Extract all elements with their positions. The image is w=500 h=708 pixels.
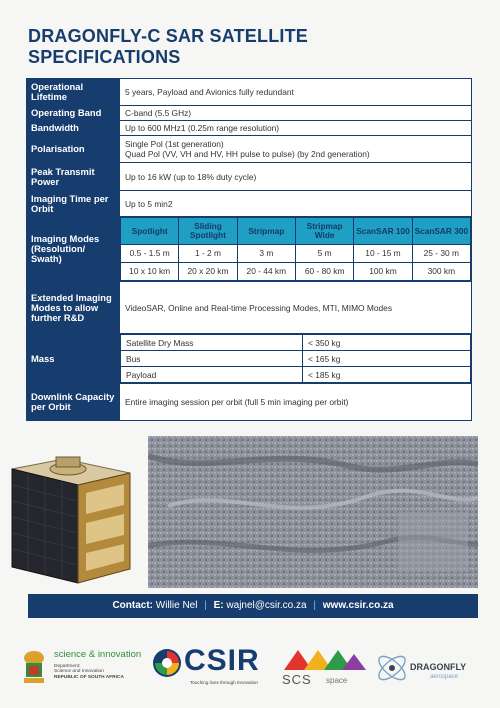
- scs-space-logo: SCS space: [282, 646, 366, 692]
- imaging-modes-cell: [120, 217, 472, 282]
- modes-swath-row: [121, 263, 471, 281]
- imaging-modes-table: [120, 217, 471, 281]
- bandwidth-value: Up to 600 MHz1 (0.25m range resolution): [120, 121, 472, 136]
- contact-bar: Contact: Willie Nel | E: wajnel@csir.co.za | www.csir.co.za: [28, 594, 478, 618]
- mode-header-4: ScanSAR 100: [354, 218, 412, 245]
- mass-item: Satellite Dry Mass: [121, 335, 303, 351]
- mass-item: Bus: [121, 351, 303, 367]
- mass-table: [120, 334, 471, 383]
- mass-row: [121, 351, 471, 367]
- imaging-time-value: Up to 5 min2: [120, 191, 472, 217]
- row-band: [27, 106, 472, 121]
- extended-value: VideoSAR, Online and Real-time Processing Modes, MTI, MIMO Modes: [120, 282, 472, 334]
- dsi-logo: science & innovation Department: Science and Innovation REPUBLIC OF SOUTH AFRICA: [18, 644, 158, 694]
- csir-emblem-icon: [152, 648, 182, 678]
- mode-header-5: ScanSAR 300: [412, 218, 470, 245]
- polarisation-label: Polarisation: [27, 136, 120, 163]
- row-imaging-modes: [27, 217, 472, 282]
- csir-logo: CSIR Touching lives through innovation: [152, 644, 277, 692]
- modes-resolution-row: [121, 245, 471, 263]
- mode-swath-0: 10 x 10 km: [121, 263, 179, 281]
- mass-cell: [120, 334, 472, 384]
- mass-value: < 185 kg: [303, 367, 471, 383]
- row-mass: [27, 334, 472, 384]
- row-extended: [27, 282, 472, 334]
- mass-row: [121, 335, 471, 351]
- row-lifetime: [27, 79, 472, 106]
- contact-name: Willie Nel: [155, 600, 198, 611]
- sar-image: [148, 436, 478, 588]
- lifetime-label: Operational Lifetime: [27, 79, 120, 106]
- mode-header-2: Stripmap: [237, 218, 295, 245]
- row-imaging-time: [27, 191, 472, 217]
- extended-label: Extended Imaging Modes to allow further R&D: [27, 282, 120, 334]
- mode-swath-2: 20 - 44 km: [237, 263, 295, 281]
- mass-row: [121, 367, 471, 383]
- contact-email[interactable]: wajnel@csir.co.za: [226, 600, 307, 611]
- mode-swath-5: 300 km: [412, 263, 470, 281]
- scs-mountains-icon: [282, 646, 366, 672]
- row-bandwidth: [27, 121, 472, 136]
- satellite-illustration: [2, 447, 138, 587]
- mass-value: < 165 kg: [303, 351, 471, 367]
- coat-of-arms-icon: [18, 648, 50, 686]
- mass-label: Mass: [27, 334, 120, 384]
- modes-header-row: [121, 218, 471, 245]
- mode-resolution-1: 1 - 2 m: [179, 245, 237, 263]
- row-polarisation: [27, 136, 472, 163]
- imaging-time-label: Imaging Time per Orbit: [27, 191, 120, 217]
- polarisation-value: Single Pol (1st generation) Quad Pol (VV, VH and HV, HH pulse to pulse) (by 2nd generation): [120, 136, 472, 163]
- mode-header-0: Spotlight: [121, 218, 179, 245]
- band-value: C-band (5.5 GHz): [120, 106, 472, 121]
- bandwidth-label: Bandwidth: [27, 121, 120, 136]
- dragonfly-icon: [374, 648, 410, 688]
- mode-resolution-4: 10 - 15 m: [354, 245, 412, 263]
- row-power: [27, 163, 472, 191]
- mode-swath-1: 20 x 20 km: [179, 263, 237, 281]
- mode-swath-3: 60 - 80 km: [295, 263, 353, 281]
- power-label: Peak Transmit Power: [27, 163, 120, 191]
- mode-resolution-3: 5 m: [295, 245, 353, 263]
- row-downlink: [27, 384, 472, 421]
- mode-resolution-0: 0.5 - 1.5 m: [121, 245, 179, 263]
- mass-item: Payload: [121, 367, 303, 383]
- mass-value: < 350 kg: [303, 335, 471, 351]
- downlink-label: Downlink Capacity per Orbit: [27, 384, 120, 421]
- mode-resolution-5: 25 - 30 m: [412, 245, 470, 263]
- power-value: Up to 16 kW (up to 18% duty cycle): [120, 163, 472, 191]
- mode-header-3: Stripmap Wide: [295, 218, 353, 245]
- imaging-modes-label: Imaging Modes (Resolution/ Swath): [27, 217, 120, 282]
- page-title: DRAGONFLY-C SAR SATELLITE SPECIFICATIONS: [28, 26, 309, 67]
- logo-strip: [0, 636, 500, 702]
- downlink-value: Entire imaging session per orbit (full 5 min imaging per orbit): [120, 384, 472, 421]
- contact-website[interactable]: www.csir.co.za: [322, 600, 394, 611]
- dragonfly-aerospace-logo: DRAGONFLY aerospace: [374, 644, 484, 694]
- mode-swath-4: 100 km: [354, 263, 412, 281]
- spec-table: [26, 78, 472, 421]
- lifetime-value: 5 years, Payload and Avionics fully redundant: [120, 79, 472, 106]
- band-label: Operating Band: [27, 106, 120, 121]
- mode-header-1: Sliding Spotlight: [179, 218, 237, 245]
- mode-resolution-2: 3 m: [237, 245, 295, 263]
